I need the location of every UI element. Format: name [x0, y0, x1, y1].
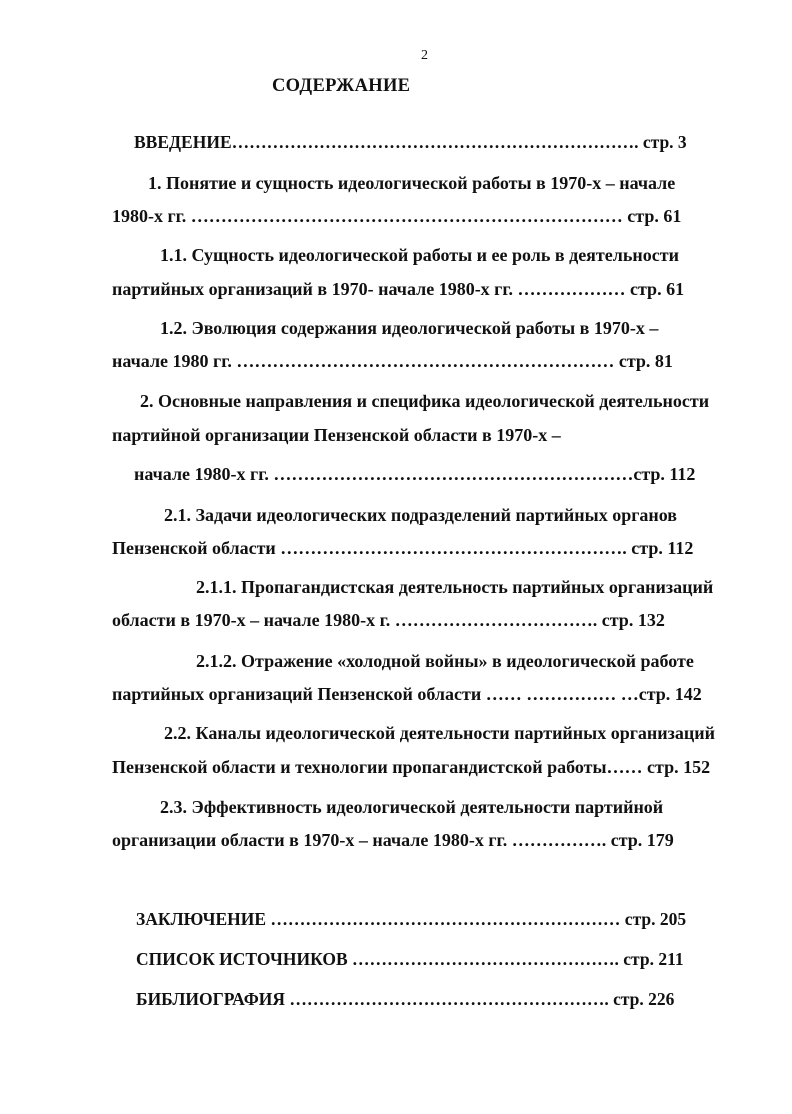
toc-entry-section-1-1-line-1: 1.1. Сущность идеологической работы и ее роль в деятельности: [160, 245, 679, 265]
toc-entry-section-2-1-1-line-1: 2.1.1. Пропагандистская деятельность партийных организаций: [196, 577, 714, 597]
toc-entry-chapter-2-line-1: 2. Основные направления и специфика идеологической деятельности: [140, 391, 710, 411]
toc-entry-chapter-1-line-1: 1. Понятие и сущность идеологической работы в 1970-х – начале: [148, 173, 676, 193]
toc-entry-section-2-1-line-2: Пензенской области …………………………………………………. стр. 112: [112, 538, 694, 558]
toc-entry-section-2-3-line-2: организации области в 1970-х – начале 1980-х гг. ……………. стр. 179: [112, 830, 674, 850]
page-number: 2: [421, 48, 428, 63]
toc-entry-section-2-1-line-1: 2.1. Задачи идеологических подразделений партийных органов: [164, 505, 678, 525]
toc-entry-chapter-2-line-3: начале 1980-х гг. ……………………………………………………стр. 112: [134, 464, 696, 484]
page-title: СОДЕРЖАНИЕ: [272, 76, 411, 96]
toc-entry-section-2-3-line-1: 2.3. Эффективность идеологической деятельности партийной: [160, 797, 664, 817]
toc-entry-section-2-1-2-line-1: 2.1.2. Отражение «холодной войны» в идеологической работе: [196, 651, 694, 671]
toc-entry-sources-list: СПИСОК ИСТОЧНИКОВ ………………………………………. стр. 211: [136, 949, 684, 969]
toc-entry-bibliography: БИБЛИОГРАФИЯ ………………………………………………. стр. 226: [136, 989, 675, 1009]
toc-entry-chapter-2-line-2: партийной организации Пензенской области в 1970-х –: [112, 425, 561, 445]
toc-entry-section-1-2-line-1: 1.2. Эволюция содержания идеологической работы в 1970-х –: [160, 318, 659, 338]
toc-entry-section-2-2-line-2: Пензенской области и технологии пропагандистской работы…… стр. 152: [112, 757, 711, 777]
toc-entry-introduction: ВВЕДЕНИЕ……………………………………………………………. стр. 3: [134, 132, 687, 152]
toc-entry-section-2-1-2-line-2: партийных организаций Пензенской области …… …………… …стр. 142: [112, 684, 702, 704]
toc-entry-section-2-2-line-1: 2.2. Каналы идеологической деятельности партийных организаций: [164, 723, 716, 743]
toc-entry-section-1-2-line-2: начале 1980 гг. ……………………………………………………… стр. 81: [112, 351, 673, 371]
toc-entry-section-1-1-line-2: партийных организаций в 1970- начале 1980-х гг. ……………… стр. 61: [112, 279, 685, 299]
toc-entry-conclusion: ЗАКЛЮЧЕНИЕ …………………………………………………… стр. 205: [136, 909, 687, 929]
toc-entry-section-2-1-1-line-2: области в 1970-х – начале 1980-х г. ……………………………. стр. 132: [112, 610, 665, 630]
toc-entry-chapter-1-line-2: 1980-х гг. ……………………………………………………………… стр. 61: [112, 206, 682, 226]
